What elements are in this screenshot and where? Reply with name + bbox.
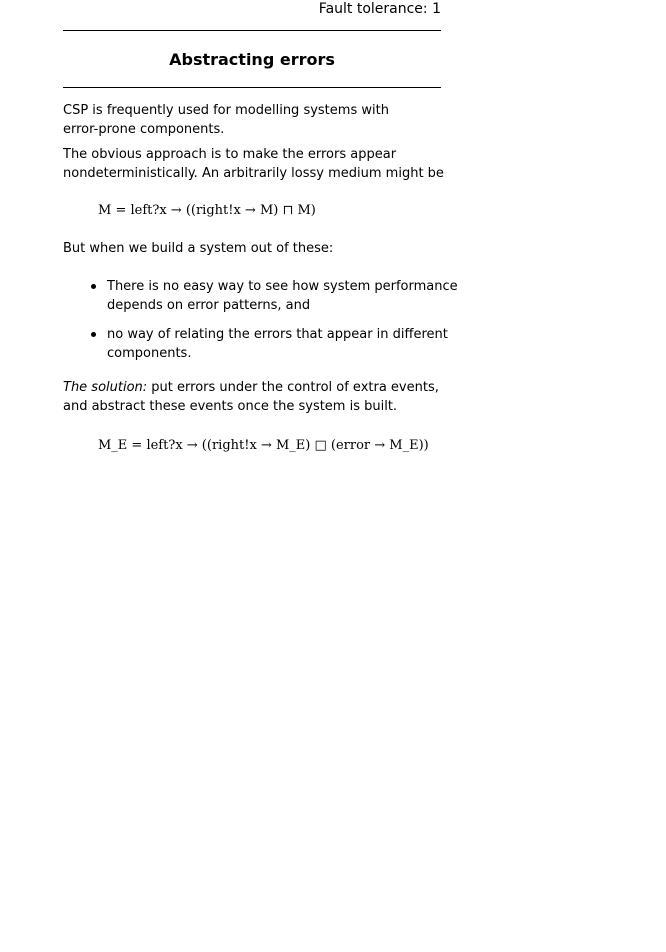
bullet-item: [63, 277, 458, 315]
bullet-line: There is no easy way to see how system performance: [107, 279, 458, 294]
bullet-line: no way of relating the errors that appear in different: [107, 327, 448, 342]
bottom-rule: [63, 87, 441, 88]
equation-lossy-medium: [98, 202, 316, 220]
paragraph-line: The obvious approach is to make the errors appear: [63, 147, 397, 162]
paragraph-approach: [63, 145, 444, 183]
paragraph-solution: [63, 378, 441, 416]
paragraph-line: error-prone components.: [63, 122, 225, 137]
paragraph-line: and abstract these events once the system is built.: [63, 399, 398, 414]
paragraph-line: [63, 378, 441, 397]
equation-text: M_E = left?x → ((right!x → M_E) □ (error → M_E)): [98, 438, 429, 453]
solution-emphasis: The solution:: [63, 380, 148, 395]
bullet-dot-icon: [91, 284, 96, 289]
bullet-line: components.: [107, 346, 192, 361]
paragraph-line: CSP is frequently used for modelling systems with: [63, 103, 389, 118]
equation-text: M = left?x → ((right!x → M) ⊓ M): [98, 203, 316, 218]
bullet-line: depends on error patterns, and: [107, 298, 311, 313]
bullet-dot-icon: [91, 332, 96, 337]
solution-text: put errors under the control of extra events,: [147, 380, 439, 395]
bullet-list: [63, 277, 458, 373]
top-rule: [63, 30, 441, 31]
running-head: Fault tolerance: 1: [318, 1, 441, 17]
paragraph-intro: [63, 101, 441, 139]
paragraph-line: nondeterministically. An arbitrarily lossy medium might be: [63, 166, 444, 181]
slide-title: Abstracting errors: [169, 50, 335, 69]
equation-error-events: [98, 437, 429, 455]
paragraph-problem: But when we build a system out of these:: [63, 241, 334, 256]
bullet-item: [63, 325, 448, 363]
